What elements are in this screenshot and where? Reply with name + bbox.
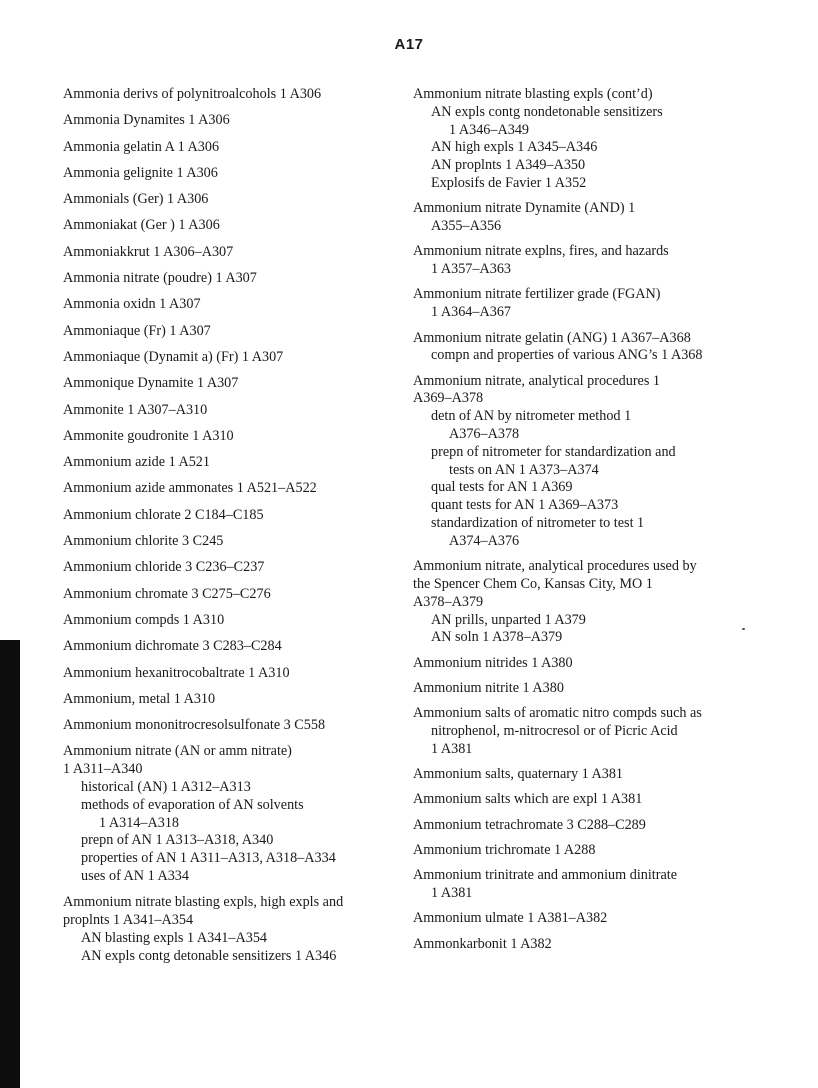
index-entry-line: Ammonium azide 1 A521 xyxy=(63,454,210,471)
index-entry-line: proplnts 1 A341–A354 xyxy=(63,912,194,929)
entry-gap xyxy=(63,630,393,639)
index-entry xyxy=(413,200,793,236)
index-entry-line: Ammonium compds 1 A310 xyxy=(63,611,225,628)
entry-gap xyxy=(63,498,393,507)
index-entry-line: Ammonium tetrachromate 3 C288–C289 xyxy=(413,816,646,833)
entry-gap xyxy=(413,698,793,706)
index-subentry-line: A376–A378 xyxy=(449,426,520,443)
index-entry-line: Ammonia Dynamites 1 A306 xyxy=(63,112,230,129)
entry-gap xyxy=(63,288,393,297)
index-entry-line: Ammonium nitrate, analytical procedures used by xyxy=(413,558,697,575)
index-entry xyxy=(413,766,793,784)
index-entry-line: Ammonium nitrate blasting expls, high expls and xyxy=(63,894,344,911)
index-entry-line: Ammonium nitrate blasting expls (cont’d) xyxy=(413,86,653,102)
entry-gap xyxy=(63,735,393,744)
entry-gap xyxy=(413,365,793,373)
index-entry xyxy=(413,867,793,903)
entry-gap xyxy=(63,156,393,165)
index-entry-line: A378–A379 xyxy=(413,593,484,610)
index-entry-line: Ammonium nitrate fertilizer grade (FGAN) xyxy=(413,286,661,303)
index-subentry xyxy=(63,779,393,797)
index-subentry-line: AN prills, unparted 1 A379 xyxy=(431,611,586,628)
entry-gap xyxy=(413,809,793,817)
entry-gap xyxy=(63,656,393,665)
entry-gap xyxy=(63,183,393,192)
index-subentry xyxy=(63,797,393,833)
index-entry-line: A355–A356 xyxy=(431,218,502,235)
entry-gap xyxy=(63,551,393,560)
index-subentry xyxy=(63,832,393,850)
index-entry-line: Ammoniakat (Ger ) 1 A306 xyxy=(63,217,220,234)
index-subentry-line: tests on AN 1 A373–A374 xyxy=(449,461,599,478)
entry-gap xyxy=(63,393,393,402)
index-entry xyxy=(413,936,793,954)
index-entry xyxy=(413,842,793,860)
entry-gap xyxy=(413,672,793,680)
index-subentry xyxy=(413,479,793,497)
index-entry xyxy=(63,665,393,683)
index-subentry-line: AN blasting expls 1 A341–A354 xyxy=(81,929,268,946)
index-entry-line: 1 A311–A340 xyxy=(63,761,143,778)
index-entry-line: Ammoniakkrut 1 A306–A307 xyxy=(63,243,234,260)
index-entry xyxy=(413,243,793,279)
index-entry-line: Ammonium trinitrate and ammonium dinitrate xyxy=(413,867,677,884)
index-entry-line: 1 A381 xyxy=(431,885,473,902)
entry-gap xyxy=(63,104,393,113)
index-entry xyxy=(63,139,393,157)
index-entry-line: Ammonium chromate 3 C275–C276 xyxy=(63,585,271,602)
index-entry xyxy=(63,743,393,885)
index-entry-line: Ammonium mononitrocresolsulfonate 3 C558 xyxy=(63,717,326,734)
index-entry xyxy=(413,655,793,673)
entry-gap xyxy=(413,551,793,559)
index-entry-line: Ammonium salts, quaternary 1 A381 xyxy=(413,766,624,783)
index-column-left xyxy=(63,86,393,965)
index-entry xyxy=(63,165,393,183)
index-subentry-line: detn of AN by nitrometer method 1 xyxy=(431,408,632,425)
entry-gap xyxy=(413,193,793,201)
index-subentry xyxy=(413,629,793,647)
binding-edge-shadow xyxy=(0,640,20,1088)
index-subentry-line: AN expls contg nondetonable sensitizers xyxy=(431,103,663,120)
entry-gap xyxy=(63,314,393,323)
index-subentry xyxy=(413,347,793,365)
entry-gap xyxy=(63,603,393,612)
index-entry xyxy=(63,296,393,314)
entry-gap xyxy=(413,236,793,244)
entry-gap xyxy=(413,322,793,330)
index-entry-line: Ammonite 1 A307–A310 xyxy=(63,401,208,418)
entry-gap xyxy=(63,682,393,691)
index-entry-line: Ammonia derivs of polynitroalcohols 1 A306 xyxy=(63,86,322,102)
index-subentry-line: prepn of AN 1 A313–A318, A340 xyxy=(81,832,274,849)
index-entry-line: 1 A364–A367 xyxy=(431,304,512,321)
index-entry xyxy=(63,480,393,498)
index-entry xyxy=(63,323,393,341)
index-entry-line: Ammonium nitrate Dynamite (AND) 1 xyxy=(413,200,636,217)
index-entry-line: Ammoniaque (Dynamit a) (Fr) 1 A307 xyxy=(63,348,284,365)
index-entry-line: the Spencer Chem Co, Kansas City, MO 1 xyxy=(413,575,653,592)
index-subentry xyxy=(63,948,393,966)
index-entry xyxy=(63,375,393,393)
index-subentry xyxy=(413,444,793,480)
index-entry-line: Ammonia nitrate (poudre) 1 A307 xyxy=(63,270,257,287)
index-entry-line: Ammonium ulmate 1 A381–A382 xyxy=(413,910,608,927)
index-entry xyxy=(63,612,393,630)
index-entry-line: nitrophenol, m-nitrocresol or of Picric Acid xyxy=(431,723,678,739)
index-entry xyxy=(63,349,393,367)
entry-gap xyxy=(63,886,393,895)
index-entry-line: Ammonium hexanitrocobaltrate 1 A310 xyxy=(63,664,290,681)
index-subentry xyxy=(413,157,793,175)
index-entry-line: Ammonia gelatin A 1 A306 xyxy=(63,138,220,155)
index-entry xyxy=(63,533,393,551)
index-entry-line: Ammonium nitrate, analytical procedures 1 xyxy=(413,372,661,389)
index-entry-line: Ammonium trichromate 1 A288 xyxy=(413,841,596,858)
index-entry-line: Ammonia gelignite 1 A306 xyxy=(63,164,218,181)
index-entry-line: Ammonium chloride 3 C236–C237 xyxy=(63,559,265,576)
index-subentry-line: 1 A314–A318 xyxy=(99,814,180,831)
index-subentry xyxy=(413,104,793,140)
entry-gap xyxy=(413,860,793,868)
index-entry-line: Ammonium dichromate 3 C283–C284 xyxy=(63,638,282,655)
index-entry-line: Ammonia oxidn 1 A307 xyxy=(63,296,201,313)
index-subentry xyxy=(413,139,793,157)
index-entry xyxy=(63,428,393,446)
index-subentry-line: methods of evaporation of AN solvents xyxy=(81,796,304,813)
index-subentry xyxy=(413,497,793,515)
index-entry xyxy=(413,330,793,366)
index-entry xyxy=(63,691,393,709)
index-entry-line: Ammoniaque (Fr) 1 A307 xyxy=(63,322,211,339)
index-subentry-line: AN proplnts 1 A349–A350 xyxy=(431,157,586,174)
entry-gap xyxy=(63,209,393,218)
entry-gap xyxy=(63,525,393,534)
index-entry-line: Ammonium nitrides 1 A380 xyxy=(413,654,573,671)
entry-gap xyxy=(63,709,393,718)
index-subentry-line: compn and properties of various ANG’s 1 A368 xyxy=(431,347,703,364)
entry-gap xyxy=(413,279,793,287)
index-entry xyxy=(413,791,793,809)
entry-gap xyxy=(63,446,393,455)
entry-gap xyxy=(413,928,793,936)
entry-gap xyxy=(63,367,393,376)
entry-gap xyxy=(63,340,393,349)
index-entry-line: Ammonkarbonit 1 A382 xyxy=(413,935,552,952)
index-entry xyxy=(413,558,793,647)
index-subentry xyxy=(63,868,393,886)
entry-gap xyxy=(413,759,793,767)
index-subentry xyxy=(413,175,793,193)
index-entry xyxy=(63,270,393,288)
entry-gap xyxy=(63,472,393,481)
index-entry xyxy=(63,586,393,604)
entry-gap xyxy=(413,784,793,792)
index-entry-line: Ammonium nitrite 1 A380 xyxy=(413,679,564,696)
index-entry-line: Ammonium, metal 1 A310 xyxy=(63,690,216,707)
index-entry xyxy=(63,402,393,420)
index-entry xyxy=(63,559,393,577)
index-entry-line: 1 A381 xyxy=(431,740,473,757)
index-column-right xyxy=(413,86,793,953)
entry-gap xyxy=(413,647,793,655)
index-subentry xyxy=(63,930,393,948)
index-entry-line: 1 A357–A363 xyxy=(431,261,512,278)
index-entry-line: A369–A378 xyxy=(413,390,484,407)
index-subentry-line: properties of AN 1 A311–A313, A318–A334 xyxy=(81,850,336,867)
index-entry xyxy=(413,705,793,758)
index-subentry-line: A374–A376 xyxy=(449,532,520,549)
index-entry xyxy=(413,680,793,698)
entry-gap xyxy=(413,903,793,911)
index-entry xyxy=(63,717,393,735)
index-subentry-line: Explosifs de Favier 1 A352 xyxy=(431,174,587,191)
entry-gap xyxy=(63,577,393,586)
index-entry-line: Ammonium nitrate explns, fires, and hazards xyxy=(413,243,669,260)
entry-gap xyxy=(63,262,393,271)
index-subentry-line: uses of AN 1 A334 xyxy=(81,868,189,884)
index-entry-line: Ammonium salts which are expl 1 A381 xyxy=(413,791,643,808)
index-entry-line: Ammonium nitrate (AN or amm nitrate) xyxy=(63,743,292,760)
index-subentry-line: quant tests for AN 1 A369–A373 xyxy=(431,497,619,514)
index-subentry xyxy=(413,515,793,551)
index-entry-line: Ammonials (Ger) 1 A306 xyxy=(63,191,209,208)
entry-gap xyxy=(413,834,793,842)
entry-gap xyxy=(63,419,393,428)
index-entry xyxy=(63,244,393,262)
index-entry-line: Ammonite goudronite 1 A310 xyxy=(63,427,234,444)
index-entry xyxy=(63,507,393,525)
index-subentry-line: AN high expls 1 A345–A346 xyxy=(431,139,598,156)
index-subentry-line: historical (AN) 1 A312–A313 xyxy=(81,779,251,796)
index-subentry-line: AN soln 1 A378–A379 xyxy=(431,629,563,646)
index-subentry xyxy=(413,612,793,630)
index-entry xyxy=(63,191,393,209)
index-entry-line: Ammonium nitrate gelatin (ANG) 1 A367–A368 xyxy=(413,329,691,346)
index-entry xyxy=(413,286,793,322)
entry-gap xyxy=(63,235,393,244)
index-subentry xyxy=(413,408,793,444)
page-number: A17 xyxy=(394,36,424,53)
index-entry-line: Ammonium chlorite 3 C245 xyxy=(63,533,224,550)
index-entry xyxy=(63,112,393,130)
index-subentry-line: standardization of nitrometer to test 1 xyxy=(431,515,645,532)
index-entry xyxy=(413,373,793,551)
index-entry-line: Ammonium salts of aromatic nitro compds such as xyxy=(413,705,702,722)
entry-gap xyxy=(63,130,393,139)
index-entry xyxy=(413,817,793,835)
index-entry-line: Ammonique Dynamite 1 A307 xyxy=(63,375,239,392)
index-entry xyxy=(413,910,793,928)
index-entry-line: Ammonium azide ammonates 1 A521–A522 xyxy=(63,480,317,497)
index-entry xyxy=(63,894,393,965)
index-entry xyxy=(63,454,393,472)
index-subentry xyxy=(63,850,393,868)
index-entry xyxy=(63,217,393,235)
index-entry-line: Ammonium chlorate 2 C184–C185 xyxy=(63,506,264,523)
index-subentry-line: 1 A346–A349 xyxy=(449,121,530,138)
index-entry xyxy=(63,86,393,104)
index-subentry-line: qual tests for AN 1 A369 xyxy=(431,479,573,496)
index-subentry-line: prepn of nitrometer for standardization and xyxy=(431,443,676,460)
index-subentry-line: AN expls contg detonable sensitizers 1 A346 xyxy=(81,947,337,964)
index-entry xyxy=(413,86,793,193)
index-entry xyxy=(63,638,393,656)
